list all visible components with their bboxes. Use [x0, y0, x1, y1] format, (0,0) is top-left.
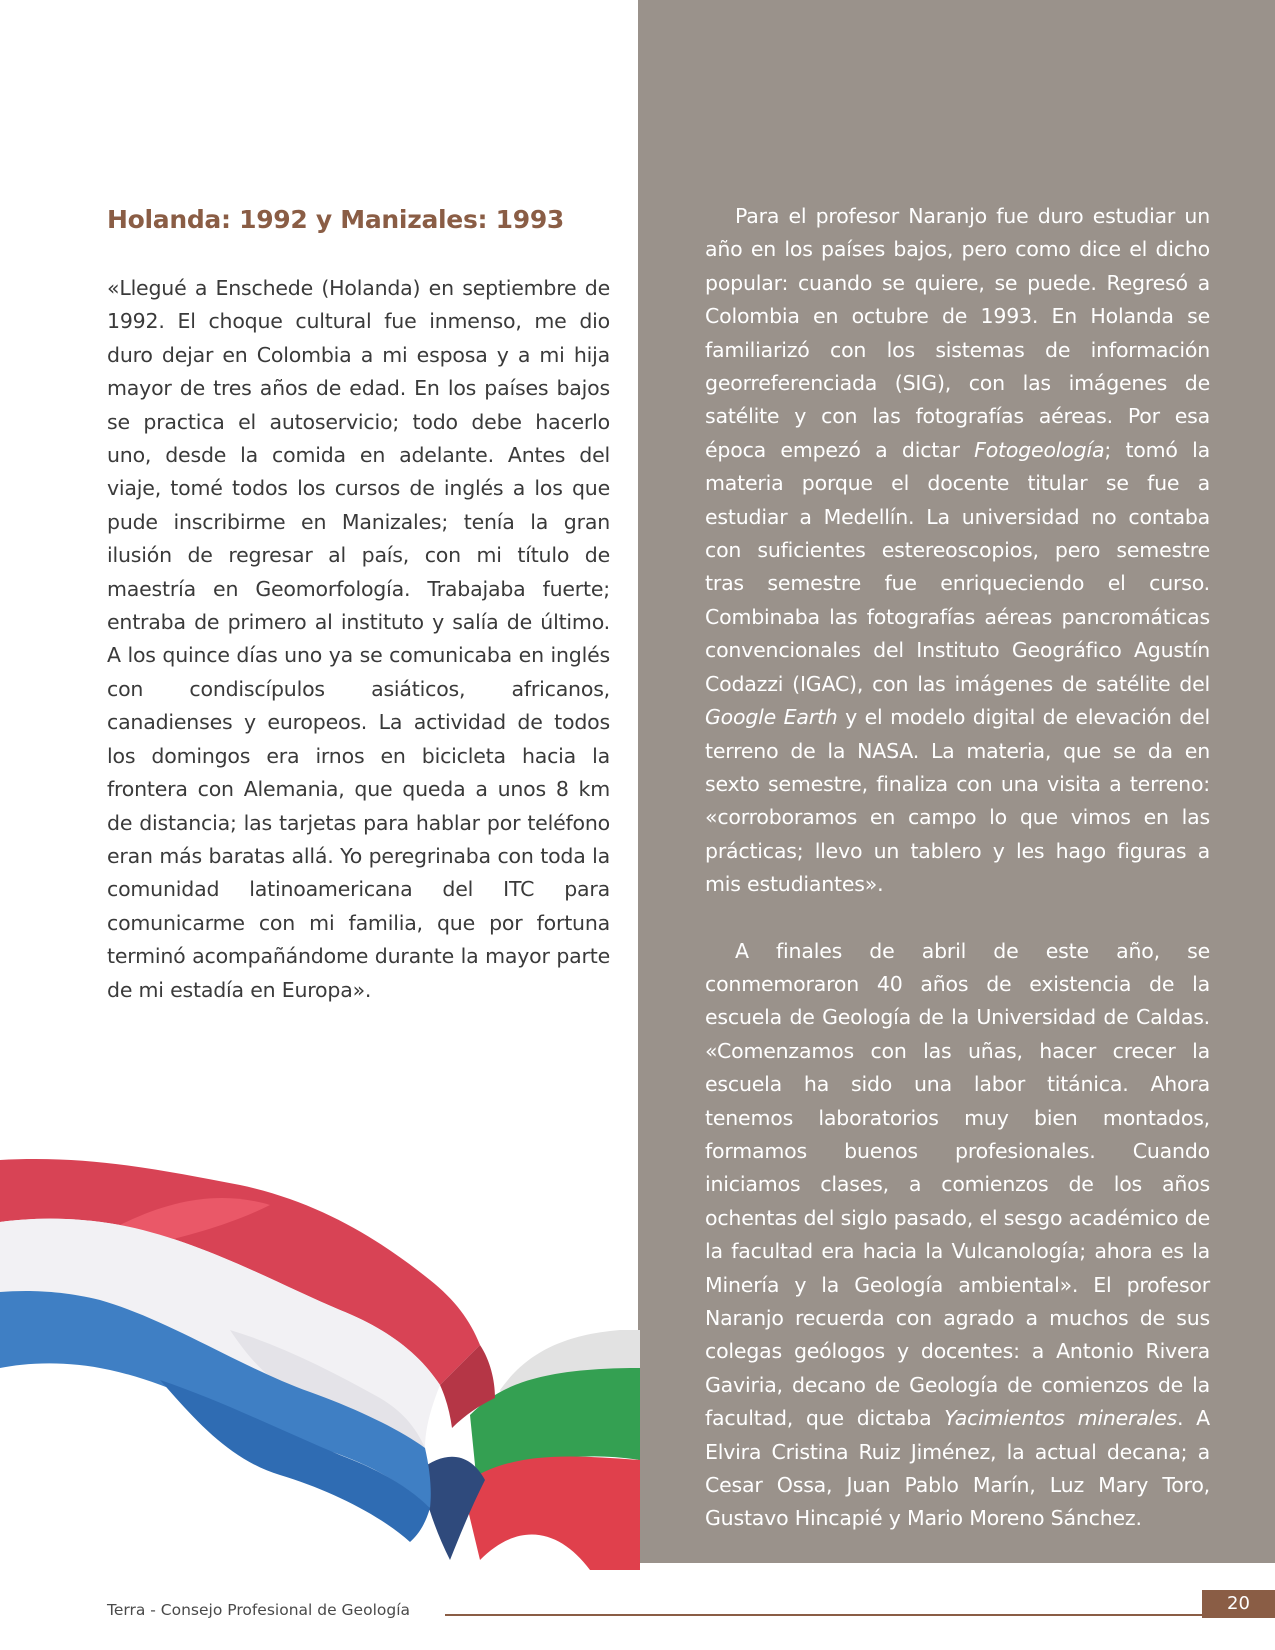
- footer-publication: Terra - Consejo Profesional de Geología: [107, 1601, 411, 1619]
- waving-flags-illustration: [0, 1130, 640, 1570]
- right-paragraph-2: A finales de abril de este año, se conmemoraron 40 años de existencia de la escuela de Geología de la Universidad de Caldas. «Comenzamos con las uñas, hacer crecer la escuela ha sido una labor titánica. Ahora tenemos laboratorios muy bien montados, formamos buenos profesionales. Cuando iniciamos clases, a comienzos de los años ochentas del siglo pasado, el sesgo académico de la facultad era hacia la Vulcanología; ahora es la Minería y la Geología ambiental». El profesor Naranjo recuerda con agrado a muchos de sus colegas geólogos y docentes: a Antonio Rivera Gaviria, decano de Geología de comienzos de la facultad, que dictaba Yacimientos minerales. A Elvira Cristina Ruiz Jiménez, la actual decana; a Cesar Ossa, Juan Pablo Marín, Luz Mary Toro, Gustavo Hincapié y Mario Moreno Sánchez.: [705, 938, 1210, 1531]
- flag-red-band-right: [462, 1456, 640, 1570]
- footer-divider: [445, 1614, 1202, 1616]
- page-number: 20: [1202, 1590, 1275, 1618]
- section-title: Holanda: 1992 y Manizales: 1993: [107, 205, 565, 234]
- left-column-paragraph: «Llegué a Enschede (Holanda) en septiembre de 1992. El choque cultural fue inmenso, me dio duro dejar en Colombia a mi esposa y a mi hija mayor de tres años de edad. En los países bajos se practica el autoservicio; todo debe hacerlo uno, desde la comida en adelante. Antes del viaje, tomé todos los cursos de inglés a los que pude inscribirme en Manizales; tenía la gran ilusión de regresar al país, con mi título de maestría en Geomorfología. Trabajaba fuerte; entraba de primero al instituto y salía de último. A los quince días uno ya se comunicaba en inglés con condiscípulos asiáticos, africanos, canadienses y europeos. La actividad de todos los domingos era irnos en bicicleta hacia la frontera con Alemania, que queda a unos 8 km de distancia; las tarjetas para hablar por teléfono eran más baratas allá. Yo peregrinaba con toda la comunidad latinoamericana del ITC para comunicarme con mi familia, que por fortuna terminó acompañándome durante la mayor parte de mi estadía en Europa».: [107, 276, 610, 1002]
- right-paragraph-1: Para el profesor Naranjo fue duro estudiar un año en los países bajos, pero como dice el dicho popular: cuando se quiere, se puede. Regresó a Colombia en octubre de 1993. En Holanda se familiarizó con los sistemas de información georreferenciada (SIG), con las imágenes de satélite y con las fotografías aéreas. Por esa época empezó a dictar Fotogeología; tomó la materia porque el docente titular se fue a estudiar a Medellín. La universidad no contaba con suficientes estereoscopios, pero semestre tras semestre fue enriqueciendo el curso. Combinaba las fotografías aéreas pancromáticas convencionales del Instituto Geográfico Agustín Codazzi (IGAC), con las imágenes de satélite del Google Earth y el modelo digital de elevación del terreno de la NASA. La materia, que se da en sexto semestre, finaliza con una visita a terreno: «corroboramos en campo lo que vimos en las prácticas; llevo un tablero y les hago figuras a mis estudiantes».: [705, 204, 1210, 897]
- right-column-text: [705, 200, 1210, 1536]
